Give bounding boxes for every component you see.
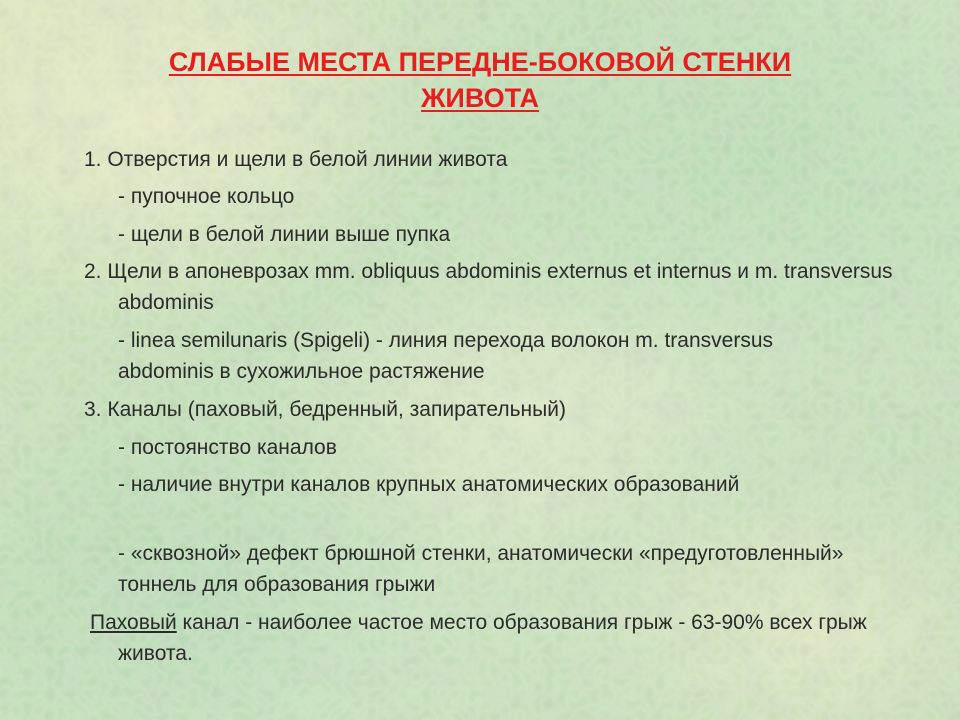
list-item-1: 1. Отверстия и щели в белой линии живота	[84, 148, 508, 171]
footer-text: канал - наиболее частое место образования грыж - 63-90% всех грыж живота.	[118, 611, 867, 665]
footer-statement	[90, 607, 898, 669]
list-subitem-3b: - наличие внутри каналов крупных анатомических образований	[118, 473, 740, 496]
slide-title-line2: ЖИВОТА	[421, 83, 539, 113]
list-item-3: 3. Каналы (паховый, бедренный, запирательный)	[84, 398, 566, 421]
list-subitem-1a: - пупочное кольцо	[118, 185, 295, 208]
list-item-2: 2. Щели в апоневрозах mm. obliquus abdominis externus et internus и m. transversus abdominis	[84, 260, 893, 314]
slide-title	[60, 44, 900, 116]
list-subitem-1b: - щели в белой линии выше пупка	[118, 223, 451, 246]
list-subitem-3c: - «сквозной» дефект брюшной стенки, анатомически «предуготовленный» тоннель для образования грыжи	[118, 542, 844, 596]
footer-underlined-word: Паховый	[90, 611, 177, 634]
list-subitem-2a: - linea semilunaris (Spigeli) - линия перехода волокон m. transversus abdominis в сухожильное растяжение	[118, 329, 774, 383]
slide-title-line1: СЛАБЫЕ МЕСТА ПЕРЕДНЕ-БОКОВОЙ СТЕНКИ	[168, 47, 792, 77]
list-subitem-3a: - постоянство каналов	[118, 436, 337, 459]
